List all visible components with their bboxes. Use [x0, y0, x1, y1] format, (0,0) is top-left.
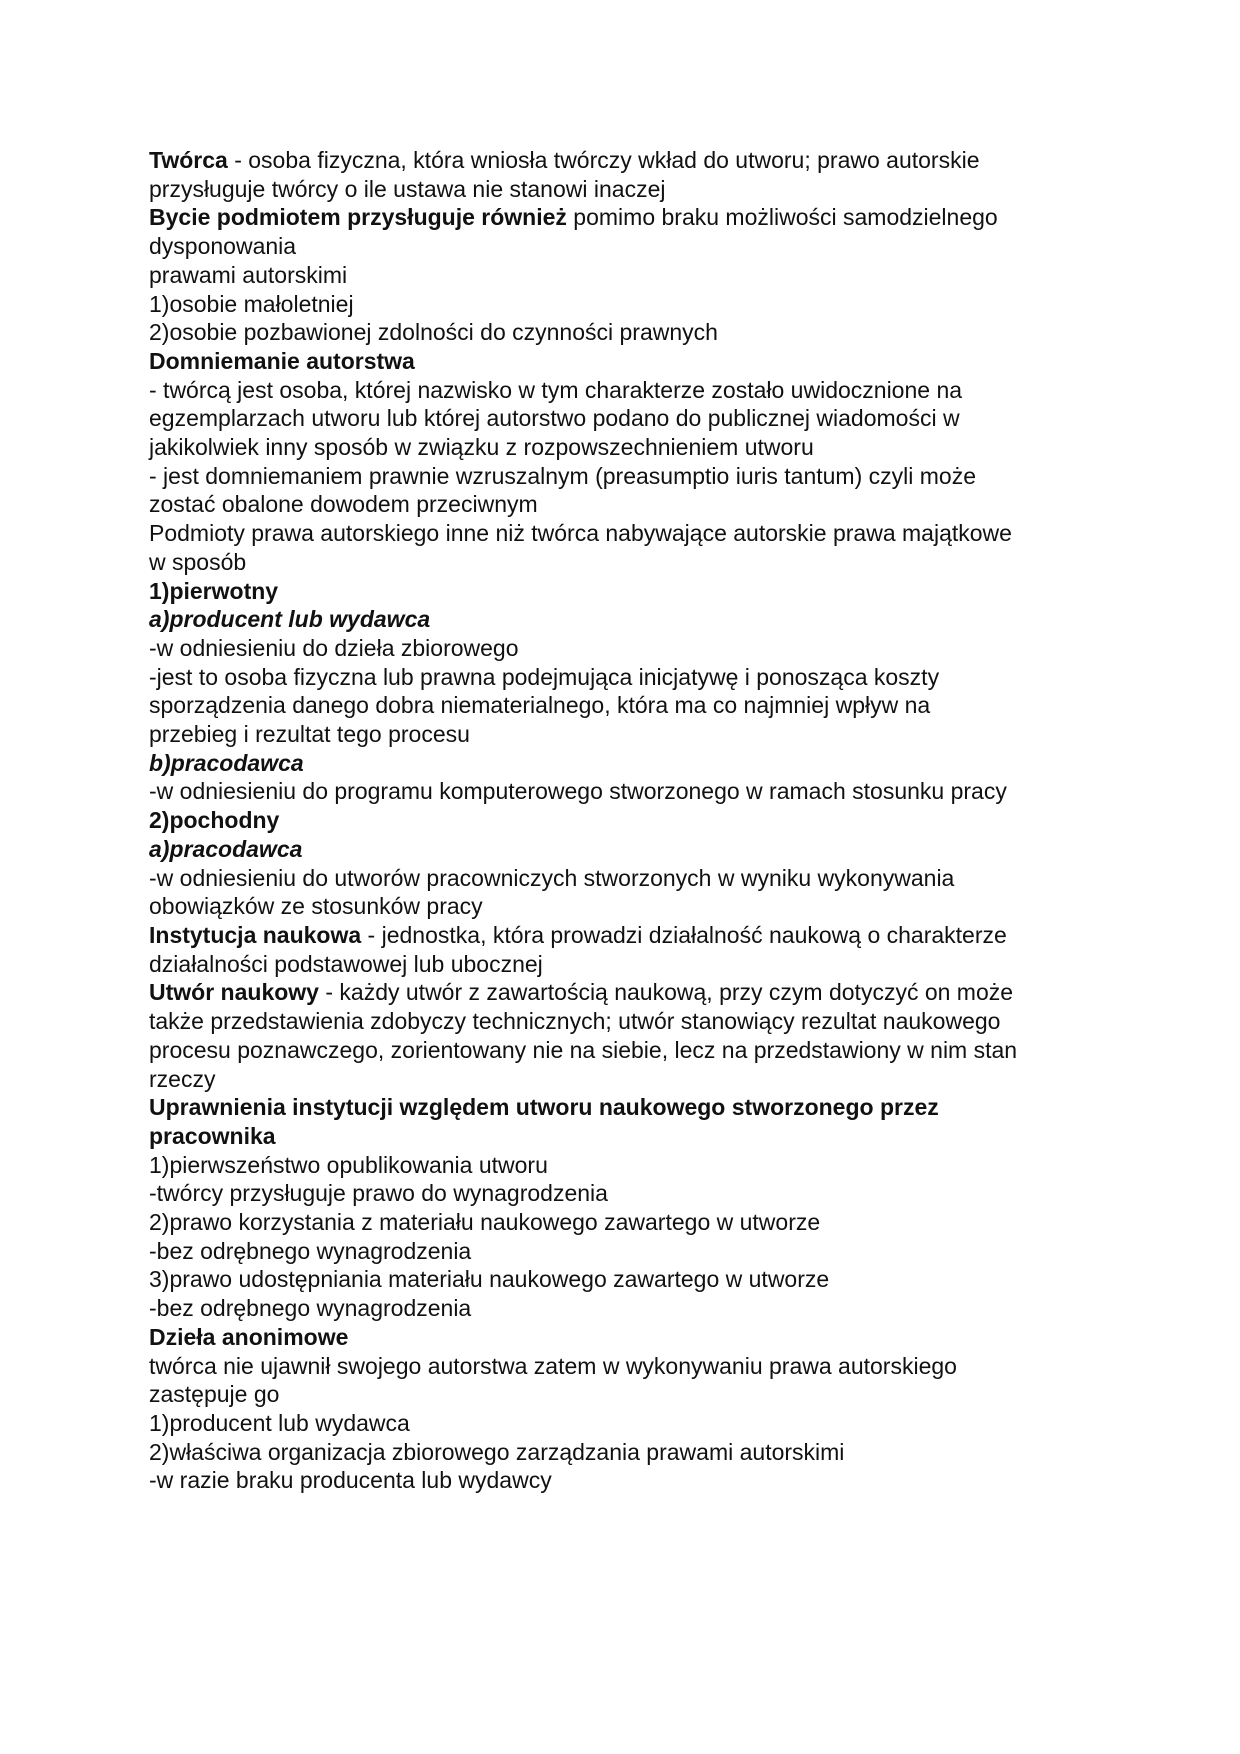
anonimowe-heading: Dzieła anonimowe: [149, 1323, 349, 1350]
utwor-definition: - każdy utwór z zawartością naukową, przy czym dotyczyć on może: [318, 979, 1014, 1006]
pierwotny-a-line-3: sporządzenia danego dobra niematerialnego, która ma co najmniej wpływ na: [149, 692, 931, 719]
pierwotny-a-line-2: -jest to osoba fizyczna lub prawna podejmująca inicjatywę i ponosząca koszty: [149, 663, 940, 690]
domniemanie-line-2: egzemplarzach utworu lub której autorstwo podano do publicznej wiadomości w: [149, 405, 960, 432]
domniemanie-line-5: zostać obalone dowodem przeciwnym: [149, 491, 538, 518]
tworca-definition: - osoba fizyczna, która wniosła twórczy wkład do utworu; prawo autorskie: [227, 147, 980, 173]
domniemanie-line-1: - twórcą jest osoba, której nazwisko w tym charakterze zostało uwidocznione na: [149, 376, 963, 403]
uprawnienia-item-2-note: -bez odrębnego wynagrodzenia: [149, 1237, 472, 1264]
pierwotny-heading: 1)pierwotny: [149, 577, 279, 604]
bycie-podmiotem-line-3: prawami autorskimi: [149, 261, 348, 288]
uprawnienia-item-1-note: -twórcy przysługuje prawo do wynagrodzenia: [149, 1180, 608, 1207]
utwor-term: Utwór naukowy: [149, 979, 319, 1006]
bycie-podmiotem-line: [149, 203, 1109, 232]
uprawnienia-item-2: 2)prawo korzystania z materiału naukowego zawartego w utworze: [149, 1209, 821, 1236]
pierwotny-a-line-4: przebieg i rezultat tego procesu: [149, 721, 470, 748]
pochodny-a-line-2: obowiązków ze stosunków pracy: [149, 893, 483, 920]
bycie-podmiotem-heading: Bycie podmiotem przysługuje również: [149, 204, 567, 231]
uprawnienia-heading-line-2: pracownika: [149, 1122, 276, 1149]
anonimowe-line-2: zastępuje go: [149, 1381, 280, 1408]
tworca-definition-line-2: przysługuje twórcy o ile ustawa nie stanowi inaczej: [149, 175, 666, 202]
pierwotny-a-line-1: -w odniesieniu do dzieła zbiorowego: [149, 634, 519, 661]
pochodny-a-line-1: -w odniesieniu do utworów pracowniczych stworzonych w wyniku wykonywania: [149, 864, 955, 891]
anonimowe-line-1: twórca nie ujawnił swojego autorstwa zatem w wykonywaniu prawa autorskiego: [149, 1352, 957, 1379]
domniemanie-heading: Domniemanie autorstwa: [149, 347, 415, 374]
pierwotny-a-heading: a)producent lub wydawca: [149, 606, 431, 633]
uprawnienia-item-3: 3)prawo udostępniania materiału naukowego zawartego w utworze: [149, 1266, 830, 1293]
bycie-podmiotem-item-2: 2)osobie pozbawionej zdolności do czynności prawnych: [149, 319, 718, 346]
instytucja-line-1: [149, 921, 1109, 950]
podmioty-line-1: Podmioty prawa autorskiego inne niż twórca nabywające autorskie prawa majątkowe: [149, 520, 1012, 547]
pochodny-a-heading: a)pracodawca: [149, 835, 303, 862]
uprawnienia-item-3-note: -bez odrębnego wynagrodzenia: [149, 1295, 472, 1322]
uprawnienia-item-1: 1)pierwszeństwo opublikowania utworu: [149, 1151, 548, 1178]
instytucja-definition: - jednostka, która prowadzi działalność naukową o charakterze: [361, 921, 1007, 948]
podmioty-line-2: w sposób: [149, 548, 247, 575]
bycie-podmiotem-item-1: 1)osobie małoletniej: [149, 290, 354, 317]
tworca-definition-line-1: [149, 146, 1109, 175]
utwor-line-2: także przedstawienia zdobyczy technicznych; utwór stanowiący rezultat naukowego: [149, 1008, 1001, 1035]
utwor-line-1: [149, 978, 1109, 1007]
bycie-podmiotem-text: pomimo braku możliwości samodzielnego: [566, 204, 998, 231]
bycie-podmiotem-line-2: dysponowania: [149, 233, 297, 260]
anonimowe-item-2-note: -w razie braku producenta lub wydawcy: [149, 1467, 552, 1494]
utwor-line-4: rzeczy: [149, 1065, 216, 1092]
document-page: [149, 146, 1109, 1495]
tworca-term: Twórca: [149, 147, 228, 173]
domniemanie-line-3: jakikolwiek inny sposób w związku z rozpowszechnieniem utworu: [149, 434, 814, 461]
anonimowe-item-2: 2)właściwa organizacja zbiorowego zarządzania prawami autorskimi: [149, 1438, 845, 1465]
uprawnienia-heading-line-1: Uprawnienia instytucji względem utworu naukowego stworzonego przez: [149, 1094, 939, 1121]
anonimowe-item-1: 1)producent lub wydawca: [149, 1409, 410, 1436]
instytucja-term: Instytucja naukowa: [149, 921, 362, 948]
domniemanie-line-4: - jest domniemaniem prawnie wzruszalnym (preasumptio iuris tantum) czyli może: [149, 462, 976, 489]
utwor-line-3: procesu poznawczego, zorientowany nie na siebie, lecz na przedstawiony w nim stan: [149, 1036, 1018, 1063]
pierwotny-b-line-1: -w odniesieniu do programu komputerowego stworzonego w ramach stosunku pracy: [149, 778, 1007, 805]
pierwotny-b-heading: b)pracodawca: [149, 749, 304, 776]
pochodny-heading: 2)pochodny: [149, 807, 280, 834]
instytucja-line-2: działalności podstawowej lub ubocznej: [149, 950, 543, 977]
